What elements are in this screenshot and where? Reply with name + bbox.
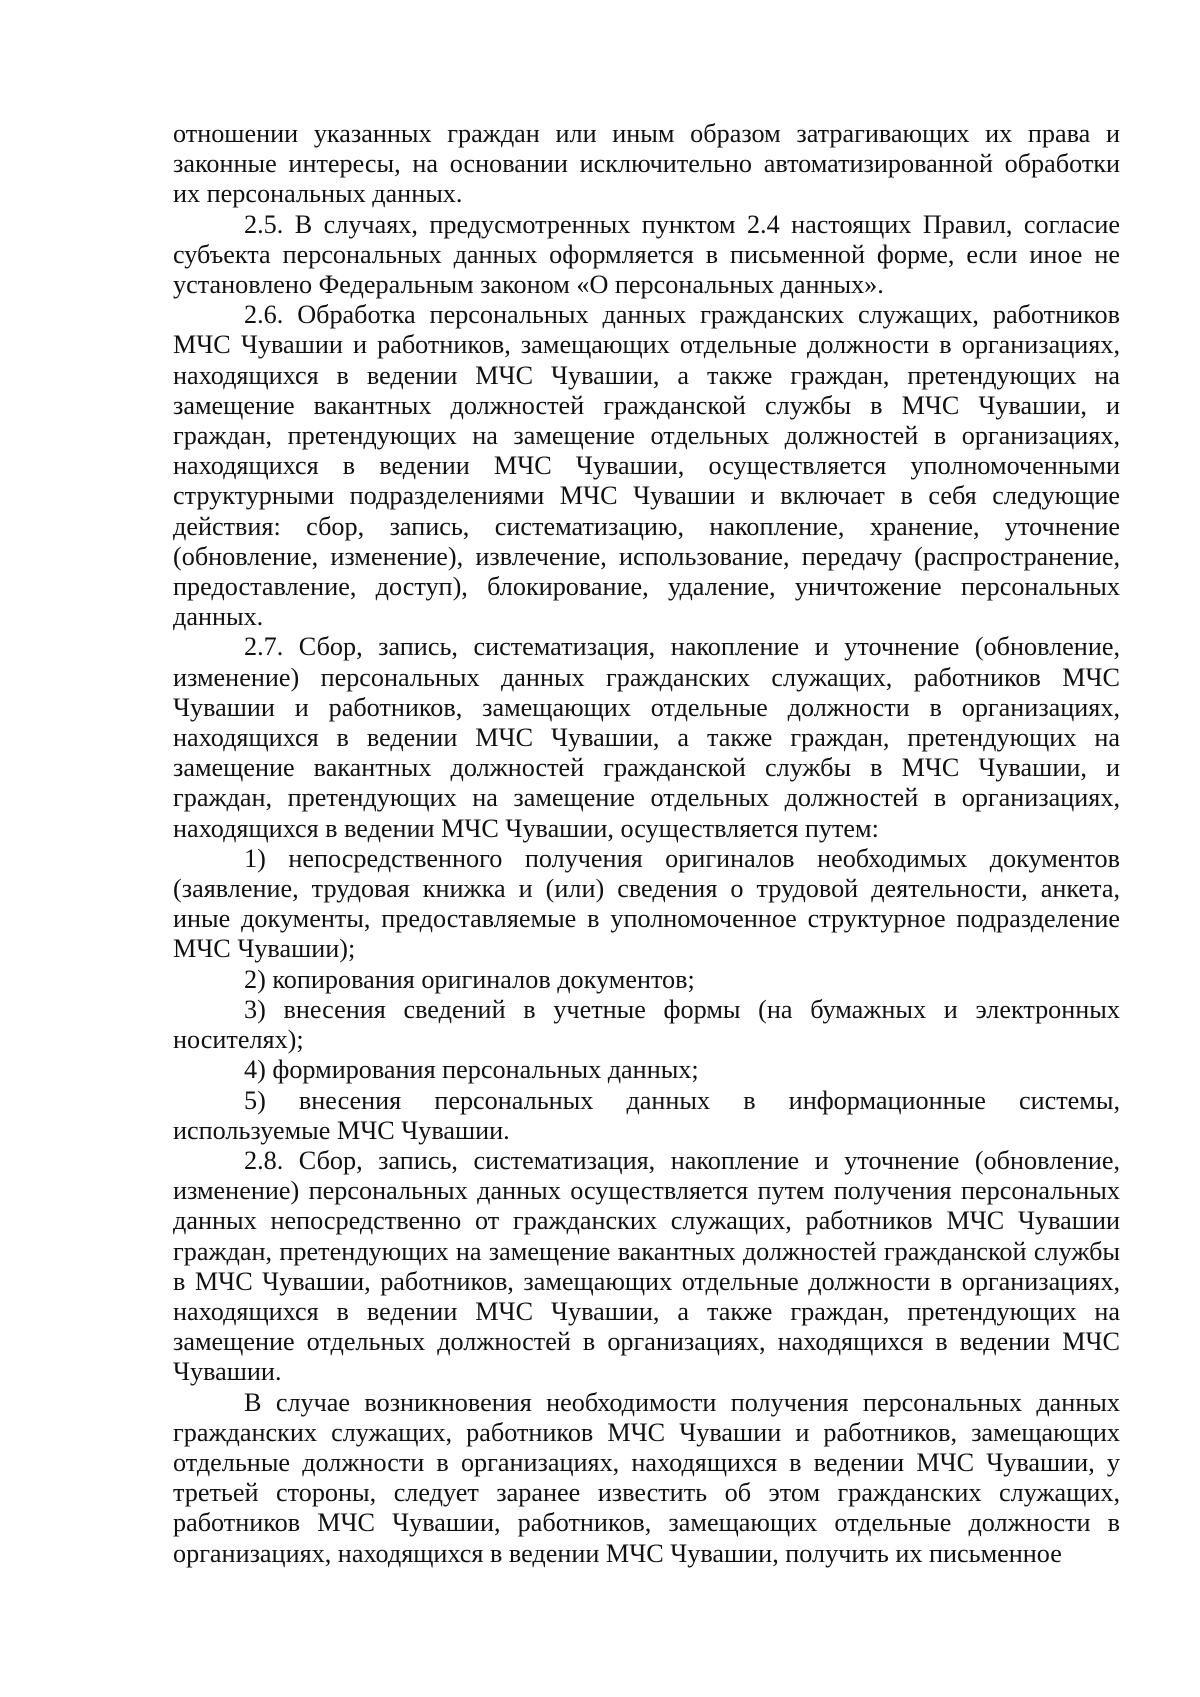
list-item-4: 4) формирования персональных данных; (244, 1055, 699, 1085)
list-item-3: 3) внесения сведений в учетные формы (на бумажных и электронных носителях); (173, 994, 1120, 1055)
list-item-1: 1) непосредственного получения оригиналов необходимых документов (заявление, трудовая книжка и (или) сведения о трудовой деятельности, анкета, иные документы, предоставляемые в уполномоченное структурное подразделение МЧС Чувашии); (173, 843, 1120, 964)
paragraph-2-6: 2.6. Обработка персональных данных гражданских служащих, работников МЧС Чувашии и работников, замещающих отдельные должности в организациях, находящихся в ведении МЧС Чувашии, а также граждан, претендующих на замещение вакантных должностей гражданской службы в МЧС Чувашии, и граждан, претендующих на замещение отдельных должностей в организациях, находящихся в ведении МЧС Чувашии, осуществляется уполномоченными структурными подразделениями МЧС Чувашии и включает в себя следующие действия: сбор, запись, систематизацию, накопление, хранение, уточнение (обновление, изменение), извлечение, использование, передачу (распространение, предоставление, доступ), блокирование, удаление, уничтожение персональных данных. (173, 300, 1120, 632)
list-item-5: 5) внесения персональных данных в информационные системы, используемые МЧС Чувашии. (173, 1085, 1120, 1145)
document-page (173, 119, 1120, 1569)
paragraph-2-7: 2.7. Сбор, запись, систематизация, накопление и уточнение (обновление, изменение) персональных данных гражданских служащих, работников МЧС Чувашии и работников, замещающих отдельные должности в организациях, находящихся в ведении МЧС Чувашии, а также граждан, претендующих на замещение вакантных должностей гражданской службы в МЧС Чувашии, и граждан, претендующих на замещение отдельных должностей в организациях, находящихся в ведении МЧС Чувашии, осуществляется путем: (173, 632, 1120, 843)
list-item-2: 2) копирования оригиналов документов; (244, 964, 695, 994)
paragraph-third-party: В случае возникновения необходимости получения персональных данных гражданских служащих, работников МЧС Чувашии и работников, замещающих отдельные должности в организациях, находящихся в ведении МЧС Чувашии, у третьей стороны, следует заранее известить об этом гражданских служащих, работников МЧС Чувашии, работников, замещающих отдельные должности в организациях, находящихся в ведении МЧС Чувашии, получить их письменное (173, 1387, 1120, 1568)
paragraph-2-5: 2.5. В случаях, предусмотренных пунктом 2.4 настоящих Правил, согласие субъекта персональных данных оформляется в письменной форме, если иное не установлено Федеральным законом «О персональных данных». (173, 209, 1120, 300)
paragraph-2-8: 2.8. Сбор, запись, систематизация, накопление и уточнение (обновление, изменение) персональных данных осуществляется путем получения персональных данных непосредственно от гражданских служащих, работников МЧС Чувашии граждан, претендующих на замещение вакантных должностей гражданской службы в МЧС Чувашии, работников, замещающих отдельные должности в организациях, находящихся в ведении МЧС Чувашии, а также граждан, претендующих на замещение отдельных должностей в организациях, находящихся в ведении МЧС Чувашии. (173, 1145, 1120, 1387)
paragraph-continuation: отношении указанных граждан или иным образом затрагивающих их права и законные интересы, на основании исключительно автоматизированной обработки их персональных данных. (173, 119, 1120, 209)
